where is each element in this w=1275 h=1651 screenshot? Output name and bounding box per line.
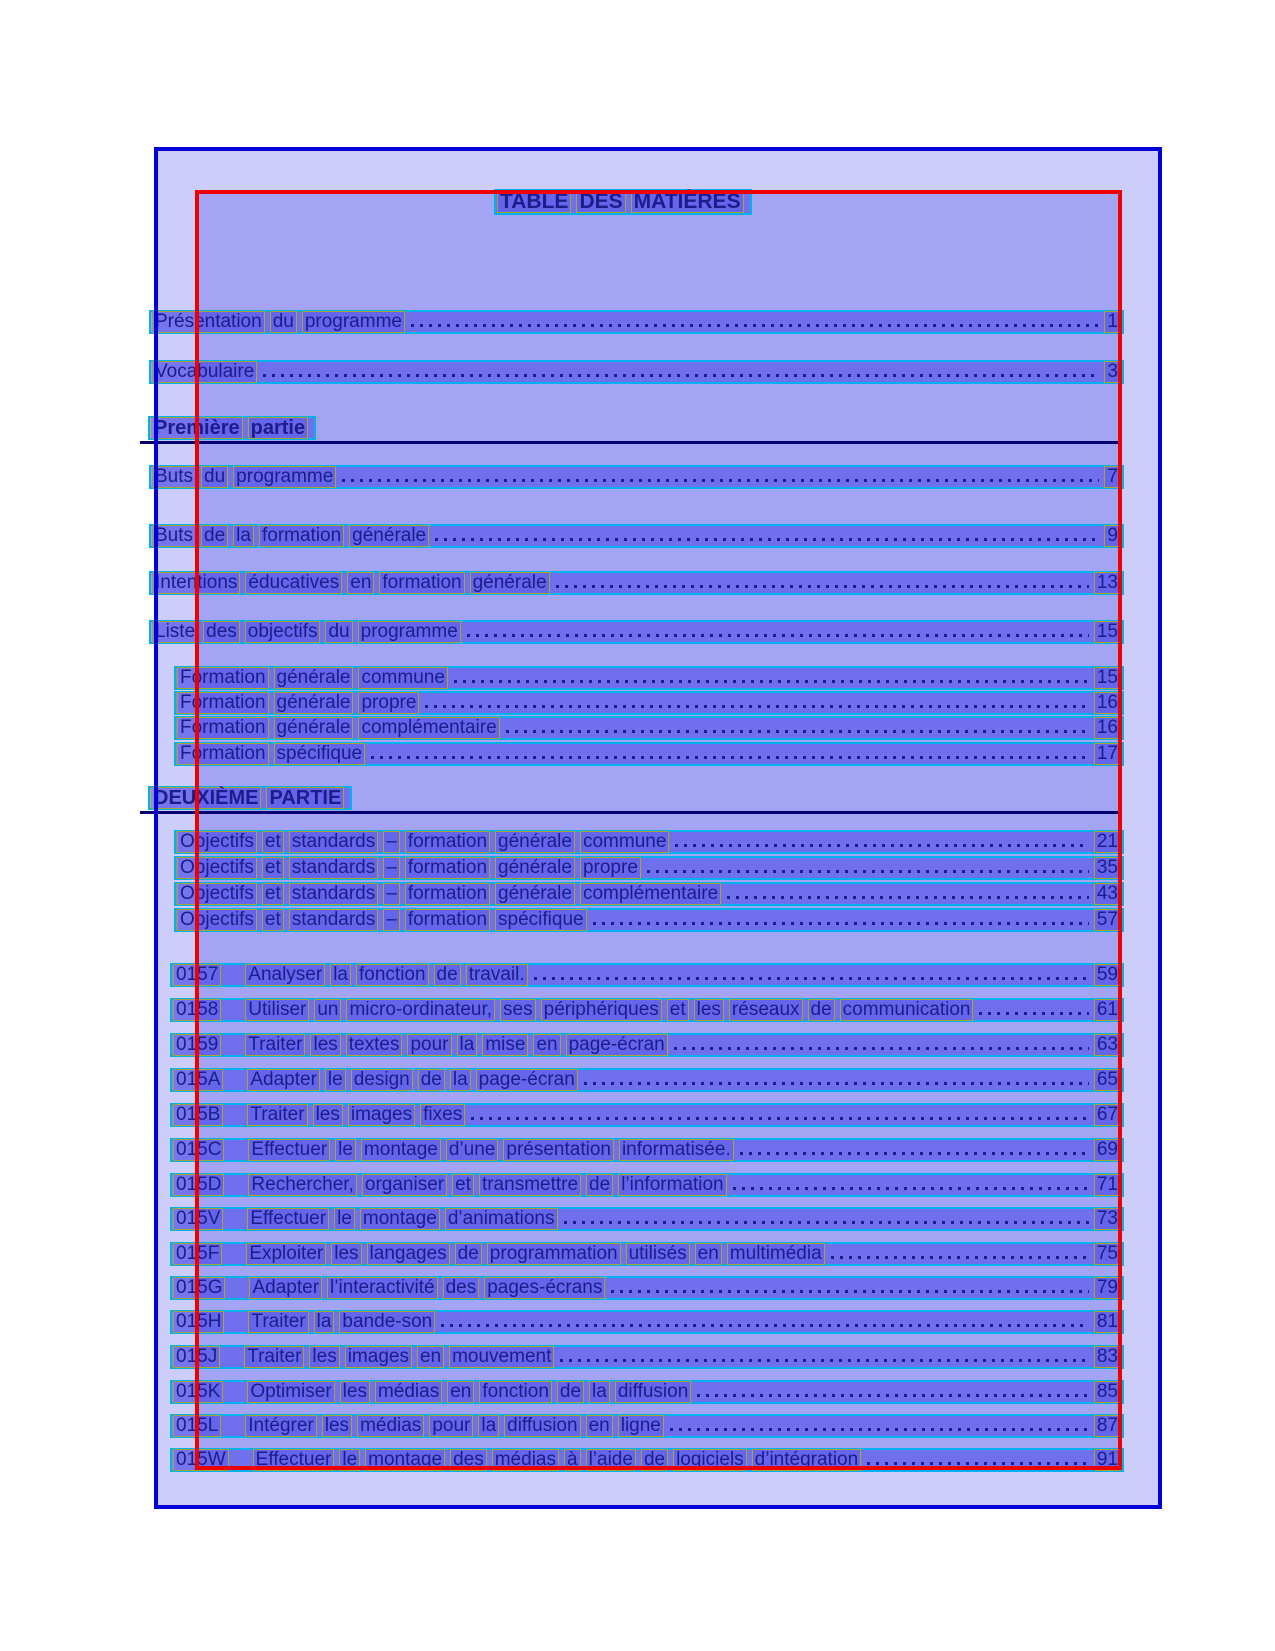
word-box: utilisés <box>626 1243 690 1265</box>
word-box: l’aide <box>586 1449 636 1471</box>
section-heading <box>148 416 316 440</box>
dot-leader <box>425 705 1088 708</box>
toc-entry <box>149 524 1124 548</box>
word-box: les <box>694 999 724 1021</box>
word-box: et <box>667 999 689 1021</box>
word-box: formation <box>405 831 490 853</box>
word-box: en <box>695 1243 722 1265</box>
word-box: programme <box>233 466 336 488</box>
course-code: 015G <box>173 1277 225 1299</box>
dot-leader <box>564 1221 1089 1224</box>
word-box: fonction <box>356 964 429 986</box>
word-box: des <box>203 621 240 643</box>
word-box: Formation <box>177 717 269 739</box>
dot-leader <box>675 844 1088 847</box>
page-number: 21 <box>1094 831 1121 853</box>
word-box: Intégrer <box>245 1415 316 1437</box>
page-number: 73 <box>1094 1208 1121 1230</box>
word-box: Traiter <box>247 1104 307 1126</box>
dot-leader <box>441 1324 1089 1327</box>
word-box: micro-ordinateur, <box>346 999 495 1021</box>
dot-leader <box>979 1012 1088 1015</box>
word-box: montage <box>360 1208 440 1230</box>
word-box: des <box>443 1277 480 1299</box>
word-box: ses <box>500 999 536 1021</box>
word-box: design <box>351 1069 413 1091</box>
toc-entry <box>174 882 1124 906</box>
word-box: transmettre <box>479 1174 581 1196</box>
word-box: Formation <box>177 743 269 765</box>
word-box: complémentaire <box>580 883 721 905</box>
toc-entry <box>174 716 1124 740</box>
toc-entry <box>174 742 1124 766</box>
page-number: 59 <box>1094 964 1121 986</box>
page-number: 35 <box>1094 857 1121 879</box>
word-box: les <box>310 1034 340 1056</box>
word-box: – <box>383 857 400 879</box>
word-box: générale <box>495 831 575 853</box>
course-code: 015A <box>173 1069 223 1091</box>
page-number: 61 <box>1094 999 1121 1021</box>
word-box: générale <box>274 667 354 689</box>
word-box: complémentaire <box>358 717 499 739</box>
word-box: propre <box>580 857 641 879</box>
page-number: 67 <box>1094 1104 1121 1126</box>
page-number: 3 <box>1104 361 1121 383</box>
toc-entry <box>174 830 1124 854</box>
word-box: formation <box>259 525 344 547</box>
dot-leader <box>647 870 1089 873</box>
word-box: médias <box>375 1381 442 1403</box>
word-box: l’interactivité <box>327 1277 438 1299</box>
word-box: de <box>434 964 461 986</box>
word-box: fixes <box>420 1104 465 1126</box>
word-box: du <box>325 621 352 643</box>
dot-leader <box>593 922 1089 925</box>
word-box: objectifs <box>245 621 321 643</box>
course-code: 0159 <box>173 1034 221 1056</box>
toc-entry <box>170 1138 1124 1162</box>
word-box: les <box>322 1415 352 1437</box>
word-box: standards <box>289 857 378 879</box>
word-box: générale <box>495 857 575 879</box>
word-box: générale <box>274 717 354 739</box>
word-box: et <box>262 909 284 931</box>
section-underline <box>140 441 1122 444</box>
word-box: Buts <box>152 525 196 547</box>
page-number: 57 <box>1094 909 1121 931</box>
word-box: du <box>270 311 297 333</box>
word-box: standards <box>289 883 378 905</box>
page-number: 16 <box>1094 717 1121 739</box>
dot-leader <box>342 479 1099 482</box>
dot-leader <box>371 756 1089 759</box>
word-box: formation <box>405 909 490 931</box>
dot-leader <box>411 324 1099 327</box>
page-number: 7 <box>1104 466 1121 488</box>
word-box: spécifique <box>274 743 366 765</box>
word-box: ligne <box>618 1415 664 1437</box>
word-box: en <box>586 1415 613 1437</box>
toc-entry <box>170 1414 1124 1438</box>
word-box: diffusion <box>504 1415 580 1437</box>
word-box: Présentation <box>152 311 265 333</box>
toc-entry <box>170 1276 1124 1300</box>
word-box: bande-son <box>339 1311 435 1333</box>
word-box: pour <box>407 1034 451 1056</box>
word-box: TABLE <box>497 191 571 213</box>
word-box: Intentions <box>152 572 240 594</box>
dot-leader <box>674 1047 1089 1050</box>
word-box: et <box>262 857 284 879</box>
page-number: 87 <box>1094 1415 1121 1437</box>
word-box: pour <box>429 1415 473 1437</box>
toc-entry <box>174 856 1124 880</box>
word-box: Adapter <box>249 1277 322 1299</box>
word-box: réseaux <box>729 999 803 1021</box>
word-box: la <box>478 1415 499 1437</box>
toc-entry <box>170 998 1124 1022</box>
page-number: 15 <box>1094 667 1121 689</box>
word-box: images <box>345 1346 412 1368</box>
page-number: 83 <box>1094 1346 1121 1368</box>
word-box: – <box>383 831 400 853</box>
dot-leader <box>740 1152 1089 1155</box>
page-number: 71 <box>1094 1174 1121 1196</box>
word-box: programmation <box>487 1243 621 1265</box>
word-box: Vocabulaire <box>152 361 257 383</box>
word-box: de <box>455 1243 482 1265</box>
word-box: de <box>641 1449 668 1471</box>
word-box: standards <box>289 831 378 853</box>
word-box: de <box>557 1381 584 1403</box>
word-box: images <box>348 1104 415 1126</box>
toc-entry <box>170 1033 1124 1057</box>
course-code: 015H <box>173 1311 224 1333</box>
word-box: programme <box>302 311 405 333</box>
word-box: diffusion <box>615 1381 691 1403</box>
word-box: Première <box>151 417 243 439</box>
word-box: en <box>533 1034 560 1056</box>
page-number: 85 <box>1094 1381 1121 1403</box>
page-number: 63 <box>1094 1034 1121 1056</box>
page-number: 16 <box>1094 692 1121 714</box>
dot-leader <box>435 538 1099 541</box>
word-box: – <box>383 883 400 905</box>
page-number: 1 <box>1104 311 1121 333</box>
course-code: 015V <box>173 1208 223 1230</box>
word-box: la <box>330 964 351 986</box>
dot-leader <box>733 1187 1089 1190</box>
word-box: logiciels <box>673 1449 747 1471</box>
word-box: textes <box>346 1034 403 1056</box>
toc-entry <box>170 1448 1124 1472</box>
word-box: la <box>450 1069 471 1091</box>
dot-leader <box>670 1428 1089 1431</box>
word-box: d’intégration <box>752 1449 862 1471</box>
toc-entry <box>170 1173 1124 1197</box>
word-box: périphériques <box>541 999 662 1021</box>
word-box: la <box>589 1381 610 1403</box>
word-box: montage <box>365 1449 445 1471</box>
word-box: éducatives <box>245 572 342 594</box>
word-box: langages <box>367 1243 450 1265</box>
word-box: et <box>262 883 284 905</box>
course-code: 015C <box>173 1139 224 1161</box>
word-box: du <box>201 466 228 488</box>
dot-leader <box>611 1290 1089 1293</box>
word-box: les <box>313 1104 343 1126</box>
word-box: informatisée. <box>619 1139 734 1161</box>
word-box: spécifique <box>495 909 587 931</box>
page-number: 75 <box>1094 1243 1121 1265</box>
dot-leader <box>467 634 1089 637</box>
dot-leader <box>263 374 1099 377</box>
word-box: commune <box>358 667 447 689</box>
course-code: 0157 <box>173 964 221 986</box>
word-box: fonction <box>479 1381 552 1403</box>
word-box: les <box>309 1346 339 1368</box>
toc-entry <box>174 666 1124 690</box>
dot-leader <box>471 1117 1089 1120</box>
word-box: Objectifs <box>177 857 257 879</box>
word-box: le <box>339 1449 360 1471</box>
word-box: partie <box>248 417 308 439</box>
word-box: formation <box>405 883 490 905</box>
word-box: la <box>314 1311 335 1333</box>
word-box: d’une <box>446 1139 499 1161</box>
toc-entry <box>170 1345 1124 1369</box>
word-box: les <box>340 1381 370 1403</box>
word-box: DES <box>576 191 625 213</box>
word-box: la <box>457 1034 478 1056</box>
word-box: générale <box>470 572 550 594</box>
dot-leader <box>556 585 1089 588</box>
word-box: Buts <box>152 466 196 488</box>
word-box: DEUXIÈME <box>151 787 261 809</box>
section-heading <box>148 786 352 810</box>
word-box: travail. <box>466 964 528 986</box>
word-box: Formation <box>177 692 269 714</box>
word-box: organiser <box>362 1174 447 1196</box>
page-number: 79 <box>1094 1277 1121 1299</box>
dot-leader <box>506 730 1089 733</box>
word-box: programme <box>358 621 461 643</box>
word-box: communication <box>840 999 974 1021</box>
word-box: le <box>334 1208 355 1230</box>
toc-entry <box>149 620 1124 644</box>
dot-leader <box>867 1462 1089 1465</box>
toc-entry <box>149 360 1124 384</box>
word-box: page-écran <box>566 1034 668 1056</box>
word-box: standards <box>289 909 378 931</box>
page-number: 13 <box>1094 572 1121 594</box>
word-box: mouvement <box>449 1346 554 1368</box>
dot-leader <box>454 680 1089 683</box>
word-box: en <box>347 572 374 594</box>
course-code: 015L <box>173 1415 221 1437</box>
word-box: à <box>564 1449 581 1471</box>
word-box: présentation <box>503 1139 614 1161</box>
word-box: de <box>418 1069 445 1091</box>
toc-entry <box>174 691 1124 715</box>
dot-leader <box>560 1359 1088 1362</box>
course-code: 015B <box>173 1104 223 1126</box>
word-box: les <box>331 1243 361 1265</box>
course-code: 015K <box>173 1381 223 1403</box>
word-box: médias <box>357 1415 424 1437</box>
word-box: Rechercher, <box>248 1174 356 1196</box>
word-box: Liste <box>152 621 198 643</box>
toc-entry <box>170 1310 1124 1334</box>
toc-entry <box>170 1380 1124 1404</box>
toc-entry <box>149 465 1124 489</box>
dot-leader <box>584 1082 1089 1085</box>
word-box: Adapter <box>247 1069 320 1091</box>
word-box: Objectifs <box>177 909 257 931</box>
word-box: Optimiser <box>247 1381 334 1403</box>
word-box: Analyser <box>245 964 325 986</box>
toc-entry <box>170 1242 1124 1266</box>
word-box: Objectifs <box>177 883 257 905</box>
word-box: générale <box>274 692 354 714</box>
word-box: page-écran <box>476 1069 578 1091</box>
word-box: un <box>314 999 341 1021</box>
word-box: de <box>808 999 835 1021</box>
toc-entry <box>149 310 1124 334</box>
word-box: de <box>586 1174 613 1196</box>
word-box: Formation <box>177 667 269 689</box>
dot-leader <box>831 1256 1089 1259</box>
word-box: Objectifs <box>177 831 257 853</box>
word-box: – <box>383 909 400 931</box>
word-box: médias <box>492 1449 559 1471</box>
toc-entry <box>170 1103 1124 1127</box>
word-box: formation <box>379 572 464 594</box>
word-box: Traiter <box>248 1311 308 1333</box>
toc-entry <box>170 1068 1124 1092</box>
word-box: la <box>233 525 254 547</box>
page-number: 91 <box>1094 1449 1121 1471</box>
word-box: le <box>325 1069 346 1091</box>
course-code: 0158 <box>173 999 221 1021</box>
word-box: Utiliser <box>245 999 309 1021</box>
word-box: en <box>417 1346 444 1368</box>
word-box: commune <box>580 831 669 853</box>
toc-entry <box>149 571 1124 595</box>
section-underline <box>140 811 1122 814</box>
word-box: et <box>262 831 284 853</box>
dot-leader <box>697 1394 1089 1397</box>
word-box: Traiter <box>244 1346 304 1368</box>
toc-entry <box>170 963 1124 987</box>
dot-leader <box>727 896 1089 899</box>
word-box: Effectuer <box>247 1208 329 1230</box>
page-number: 81 <box>1094 1311 1121 1333</box>
word-box: générale <box>349 525 429 547</box>
page-number: 69 <box>1094 1139 1121 1161</box>
word-box: et <box>452 1174 474 1196</box>
word-box: pages-écrans <box>484 1277 605 1299</box>
word-box: PARTIE <box>266 787 344 809</box>
document-title <box>494 189 752 215</box>
dot-leader <box>534 977 1089 980</box>
word-box: propre <box>358 692 419 714</box>
word-box: le <box>335 1139 356 1161</box>
page-number: 15 <box>1094 621 1121 643</box>
word-box: multimédia <box>727 1243 825 1265</box>
toc-entry <box>174 908 1124 932</box>
page-number: 43 <box>1094 883 1121 905</box>
word-box: montage <box>361 1139 441 1161</box>
word-box: Traiter <box>245 1034 305 1056</box>
word-box: de <box>201 525 228 547</box>
word-box: l’information <box>618 1174 726 1196</box>
word-box: des <box>450 1449 487 1471</box>
word-box: MATIÈRES <box>631 191 744 213</box>
course-code: 015J <box>173 1346 220 1368</box>
word-box: Effectuer <box>248 1139 330 1161</box>
word-box: formation <box>405 857 490 879</box>
word-box: Effectuer <box>253 1449 335 1471</box>
course-code: 015D <box>173 1174 224 1196</box>
word-box: générale <box>495 883 575 905</box>
course-code: 015W <box>173 1449 229 1471</box>
word-box: d’animations <box>445 1208 558 1230</box>
page-number: 17 <box>1094 743 1121 765</box>
word-box: mise <box>482 1034 528 1056</box>
word-box: en <box>447 1381 474 1403</box>
course-code: 015F <box>173 1243 222 1265</box>
page-number: 9 <box>1104 525 1121 547</box>
toc-entry <box>170 1207 1124 1231</box>
page-number: 65 <box>1094 1069 1121 1091</box>
word-box: Exploiter <box>246 1243 326 1265</box>
